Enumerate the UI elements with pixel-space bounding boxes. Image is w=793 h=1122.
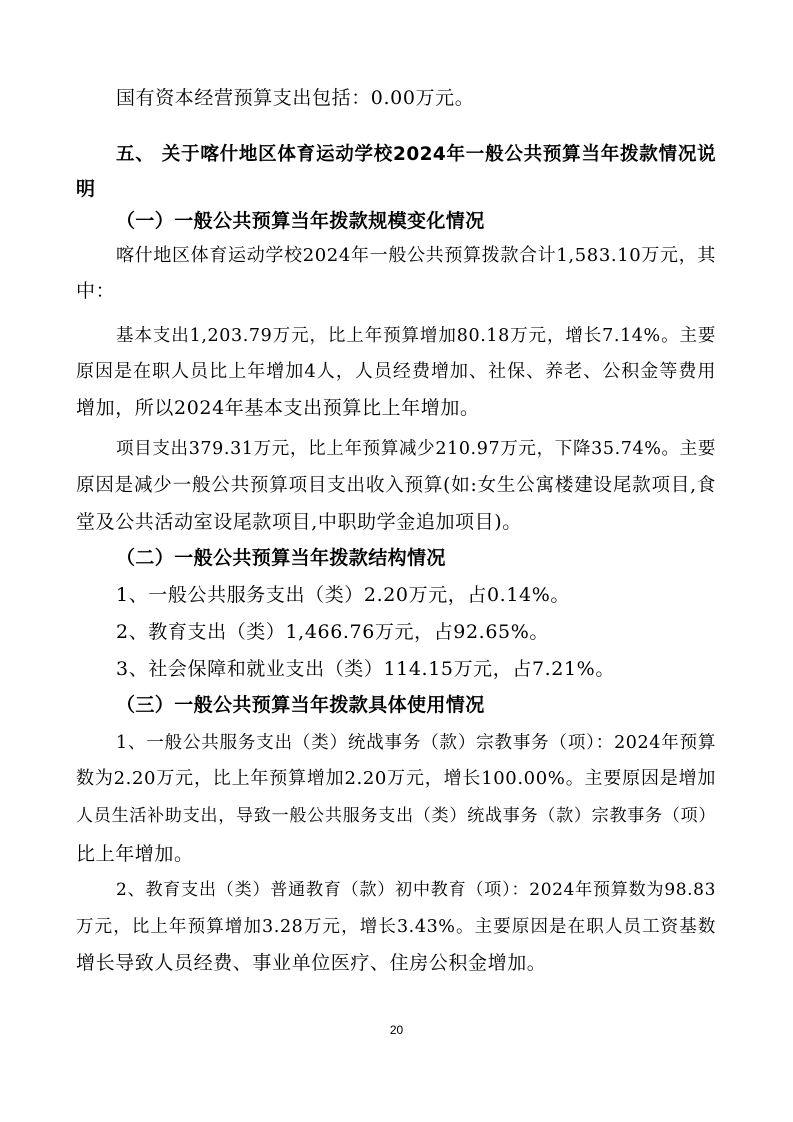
paragraph-line: 原因是减少一般公共预算项目支出收入预算(如:女生公寓楼建设尾款项目,食 [76,475,716,496]
paragraph-line: 中： [76,280,116,302]
paragraph-line: 数为2.20万元，比上年预算增加2.20万元，增长100.00%。主要原因是增加 [76,768,716,789]
paragraph-line: 1、一般公共服务支出（类）统战事务（款）宗教事务（项）：2024年预算 [116,733,716,753]
page-number: 20 [389,1023,404,1037]
list-item: 1、一般公共服务支出（类）2.20万元，占0.14%。 [116,584,570,606]
paragraph-line: 堂及公共活动室设尾款项目,中职助学金追加项目)。 [76,511,522,533]
section-heading: 五、 关于喀什地区体育运动学校2024年一般公共预算当年拨款情况说 [116,144,716,165]
section-heading-continuation: 明 [76,178,96,200]
subsection-heading: （一）一般公共预算当年拨款规模变化情况 [116,210,485,232]
paragraph-line: 比上年增加。 [76,843,194,865]
paragraph-line: 增长导致人员经费、事业单位医疗、住房公积金增加。 [76,952,547,974]
list-item: 2、教育支出（类）1,466.76万元，占92.65%。 [116,621,549,643]
paragraph-line: 万元，比上年预算增加3.28万元，增长3.43%。主要原因是在职人员工资基数 [76,917,716,937]
paragraph-line: 2、教育支出（类）普通教育（款）初中教育（项）：2024年预算数为98.83 [116,880,716,900]
paragraph-line: 喀什地区体育运动学校2024年一般公共预算拨款合计1,583.10万元，其 [116,245,716,266]
paragraph-line: 基本支出1,203.79万元，比上年预算增加80.18万元，增长7.14%。主要 [116,326,716,346]
paragraph-line: 项目支出379.31万元，比上年预算减少210.97万元，下降35.74%。主要 [116,439,716,459]
paragraph-line: 原因是在职人员比上年增加4人，人员经费增加、社保、养老、公积金等费用 [76,361,716,382]
subsection-heading: （三）一般公共预算当年拨款具体使用情况 [116,694,485,716]
paragraph-line: 人员生活补助支出，导致一般公共服务支出（类）统战事务（款）宗教事务（项） [76,806,716,826]
list-item: 3、社会保障和就业支出（类）114.15万元，占7.21%。 [116,658,615,680]
paragraph-line: 增加，所以2024年基本支出预算比上年增加。 [76,397,480,419]
subsection-heading: （二）一般公共预算当年拨款结构情况 [116,547,446,569]
paragraph-line: 国有资本经营预算支出包括：0.00万元。 [116,87,475,109]
